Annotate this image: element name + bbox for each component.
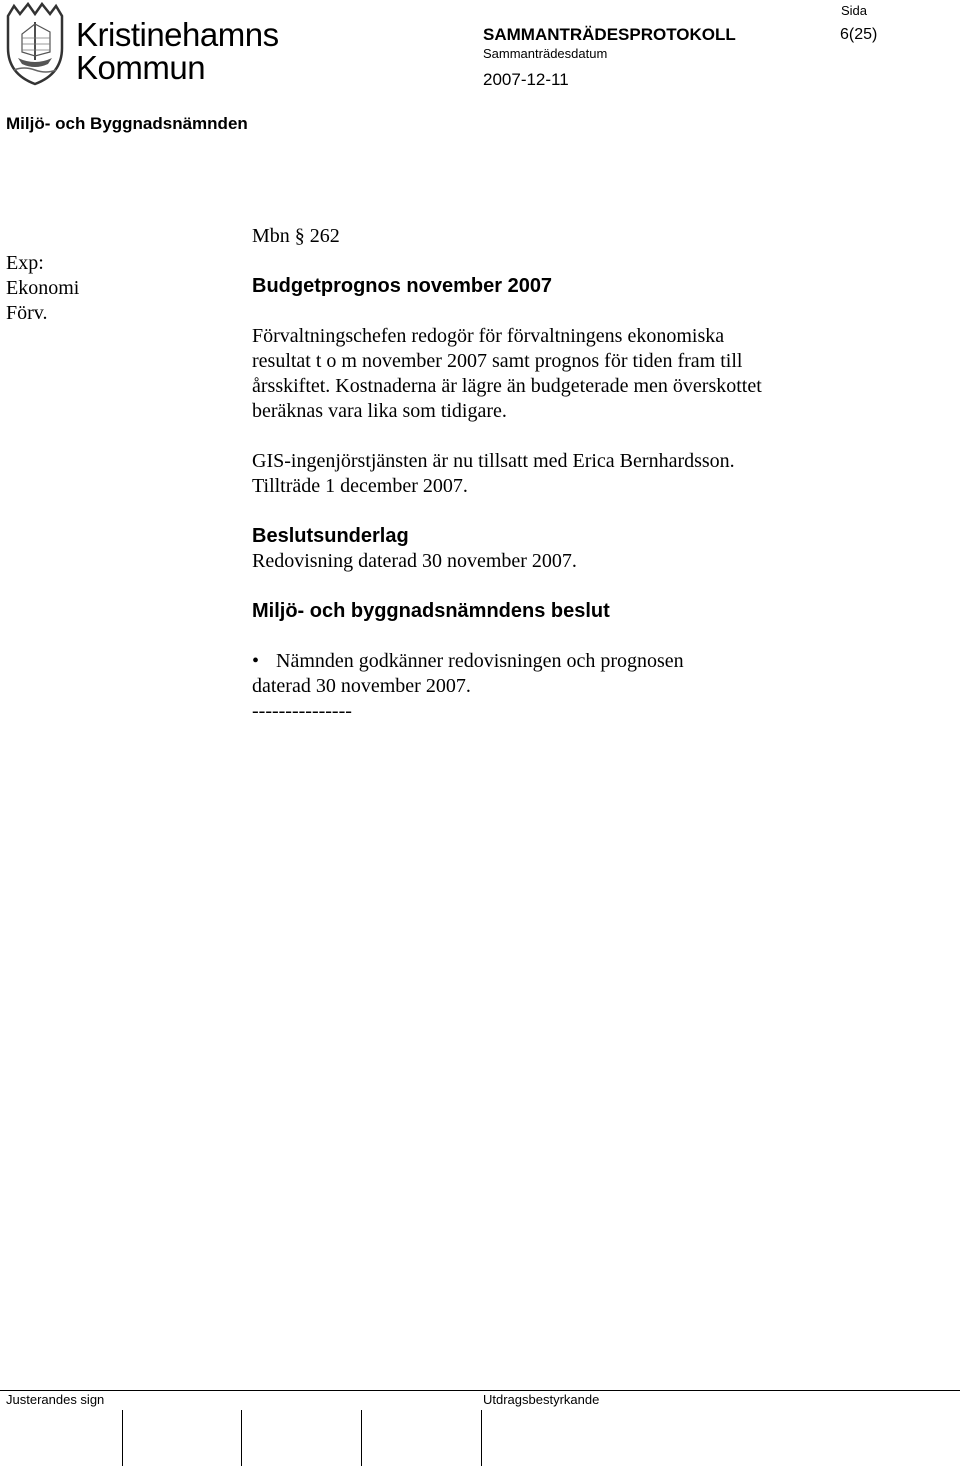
minutes-section	[252, 224, 872, 724]
text-line: resultat t o m november 2007 samt prognos för tiden fram till	[252, 350, 743, 372]
text-line: Förvaltningschefen redogör för förvaltningens ekonomiska	[252, 325, 725, 347]
municipality-crest-icon	[4, 2, 66, 86]
signature-box-divider	[241, 1410, 242, 1466]
decision-text: Nämnden godkänner redovisningen och prognosen	[276, 650, 684, 672]
decision-item	[252, 649, 872, 674]
meeting-date: 2007-12-11	[483, 70, 569, 89]
decision-text-continued: daterad 30 november 2007.	[252, 675, 471, 697]
section-reference: Mbn § 262	[252, 225, 340, 247]
distribution-list	[6, 251, 116, 326]
page-label: Sida	[841, 3, 868, 18]
distribution-line: Ekonomi	[6, 277, 80, 299]
text-line: Tillträde 1 december 2007.	[252, 475, 468, 497]
text-line: årsskiftet. Kostnaderna är lägre än budgeterade men överskottet	[252, 375, 762, 397]
committee-name: Miljö- och Byggnadsnämnden	[6, 114, 248, 133]
signature-box-divider	[361, 1410, 362, 1466]
signature-label: Justerandes sign	[6, 1392, 105, 1407]
paragraph	[252, 324, 872, 424]
basis-text: Redovisning daterad 30 november 2007.	[252, 550, 577, 572]
bullet-icon: •	[252, 650, 260, 672]
basis-heading: Beslutsunderlag	[252, 525, 409, 547]
document-type: SAMMANTRÄDESPROTOKOLL	[483, 25, 736, 44]
decision-heading: Miljö- och byggnadsnämndens beslut	[252, 600, 610, 622]
text-line: GIS-ingenjörstjänsten är nu tillsatt med Erica Bernhardsson.	[252, 450, 735, 472]
distribution-line: Exp:	[6, 252, 44, 274]
text-line: beräknas vara lika som tidigare.	[252, 400, 507, 422]
meeting-date-label: Sammanträdesdatum	[483, 46, 608, 61]
signature-box-divider	[481, 1410, 482, 1466]
end-marker: ---------------	[252, 700, 352, 722]
footer-divider	[0, 1390, 960, 1391]
extract-certification-label: Utdragsbestyrkande	[483, 1392, 600, 1407]
org-name-line2: Kommun	[76, 49, 206, 86]
page-number: 6(25)	[840, 26, 878, 43]
section-title: Budgetprognos november 2007	[252, 275, 553, 297]
paragraph	[252, 449, 872, 499]
distribution-line: Förv.	[6, 302, 48, 324]
org-name-line1: Kristinehamns	[76, 16, 279, 53]
signature-box-divider	[122, 1410, 123, 1466]
